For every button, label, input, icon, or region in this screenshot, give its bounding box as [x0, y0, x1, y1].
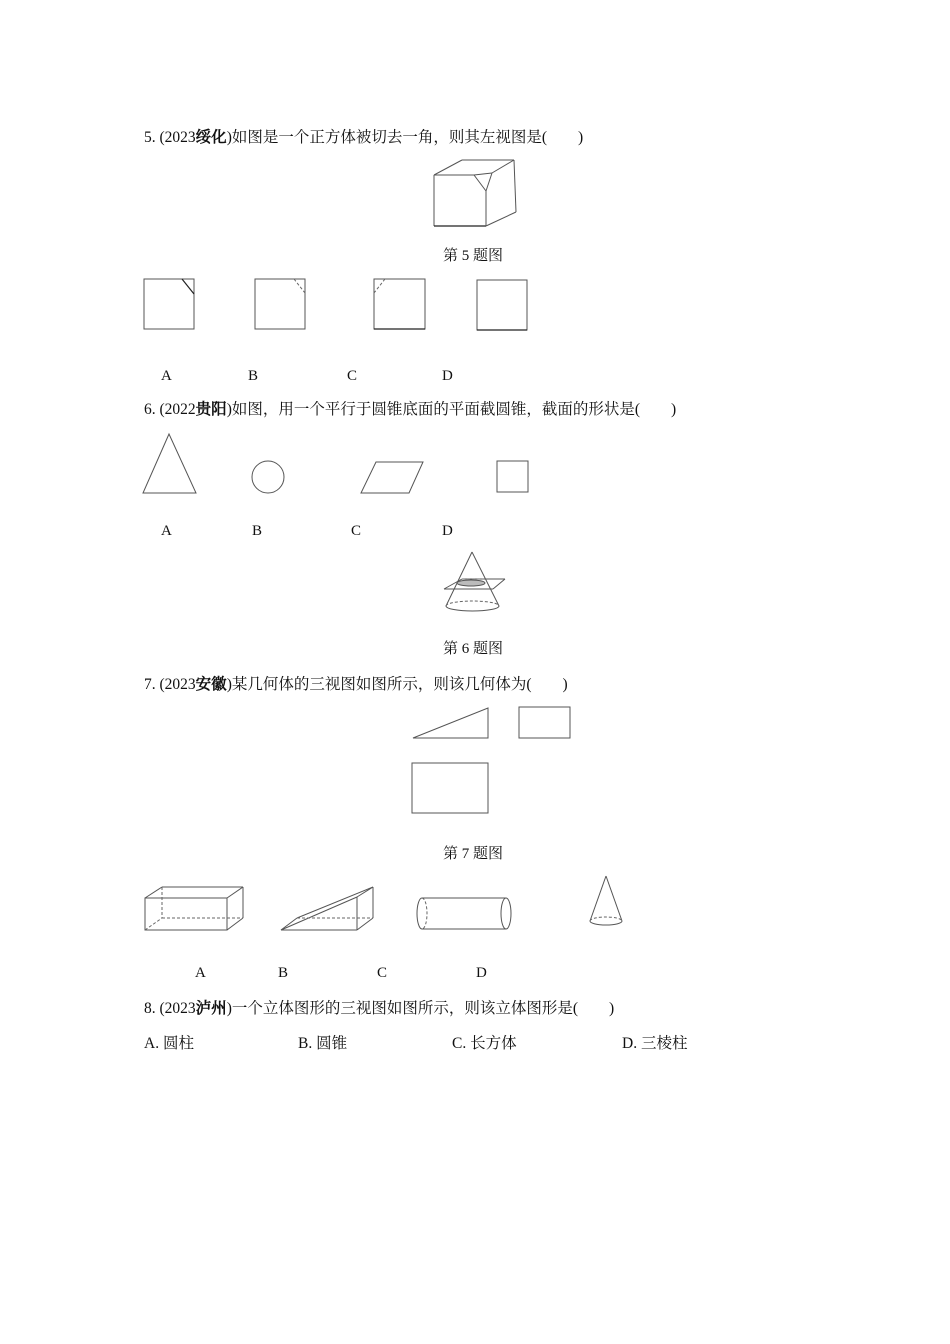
option-c-label[interactable]: C: [347, 368, 358, 384]
option-d-label[interactable]: D: [476, 965, 487, 981]
figure-7-caption: 第 7 题图: [443, 846, 504, 862]
question-text: )某几何体的三视图如图所示，则该几何体为( ): [226, 676, 568, 693]
option-c-label[interactable]: C: [377, 965, 388, 981]
choice-a[interactable]: A. 圆柱: [144, 1035, 194, 1052]
question-text: )如图，用一个平行于圆锥底面的平面截圆锥，截面的形状是( ): [226, 401, 677, 418]
source-place: 泸州: [195, 1000, 227, 1017]
figure-6-caption: 第 6 题图: [443, 641, 504, 657]
question-text: )一个立体图形的三视图如图所示，则该立体图形是( ): [226, 1000, 615, 1017]
source-place: 贵阳: [195, 401, 227, 418]
option-b-label[interactable]: B: [248, 368, 259, 384]
choice-d[interactable]: D. 三棱柱: [622, 1035, 688, 1052]
source-year: (2023: [159, 129, 196, 146]
source-place: 安徽: [195, 676, 227, 693]
question-number: 5.: [144, 129, 156, 146]
side-view-rectangle: [519, 707, 570, 738]
source-year: (2023: [159, 676, 196, 693]
three-view-drawing: [412, 707, 570, 813]
source-place: 绥化: [195, 129, 227, 146]
question-text: )如图是一个正方体被切去一角，则其左视图是( ): [226, 129, 584, 146]
question-number: 6.: [144, 401, 156, 418]
option-b-figure: [281, 887, 373, 930]
front-view-triangle: [413, 708, 488, 738]
option-a-figure: [145, 887, 243, 930]
question-8-stem: [144, 999, 614, 1019]
option-c-label[interactable]: C: [351, 523, 362, 539]
option-a-label[interactable]: A: [195, 965, 206, 981]
option-a-label[interactable]: A: [161, 368, 172, 384]
figure-5-caption: 第 5 题图: [443, 248, 504, 264]
source-year: (2022: [159, 401, 196, 418]
top-view-rectangle: [412, 763, 488, 813]
option-d-label[interactable]: D: [442, 523, 453, 539]
option-a-label[interactable]: A: [161, 523, 172, 539]
option-b-label[interactable]: B: [252, 523, 263, 539]
question-number: 7.: [144, 676, 156, 693]
question-number: 8.: [144, 1000, 156, 1017]
choice-b[interactable]: B. 圆锥: [298, 1035, 348, 1052]
source-year: (2023: [159, 1000, 196, 1017]
option-b-label[interactable]: B: [278, 965, 289, 981]
option-c-figure: [417, 898, 511, 929]
option-d-label[interactable]: D: [442, 368, 453, 384]
option-d-figure: [590, 876, 622, 925]
choice-c[interactable]: C. 长方体: [452, 1035, 517, 1052]
